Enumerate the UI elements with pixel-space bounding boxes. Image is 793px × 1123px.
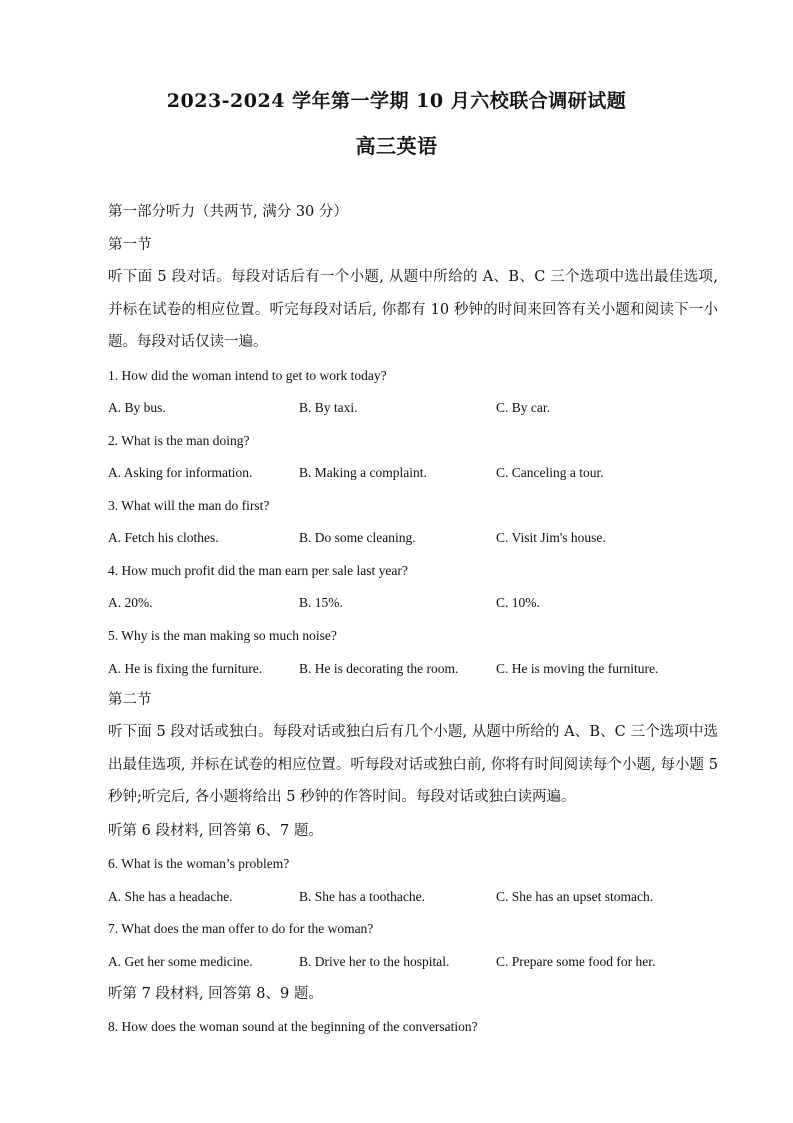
- section1-label: 第一节: [108, 237, 152, 253]
- option-b: B. Drive her to the hospital.: [299, 954, 450, 969]
- question-8: 8. How does the woman sound at the beginning of the conversation?: [108, 1019, 478, 1034]
- question-5-options: [108, 659, 718, 679]
- question-3-options: [108, 528, 718, 548]
- question-5: 5. Why is the man making so much noise?: [108, 628, 337, 643]
- option-c: C. 10%.: [496, 595, 540, 610]
- question-7-options: [108, 952, 718, 972]
- section2-instructions: [78, 716, 718, 814]
- question-7: 7. What does the man offer to do for the woman?: [108, 921, 374, 936]
- option-a: A. She has a headache.: [108, 889, 233, 904]
- option-c: C. Canceling a tour.: [496, 465, 604, 480]
- option-c: C. Visit Jim's house.: [496, 530, 606, 545]
- material-7-note: 听第 7 段材料, 回答第 8、9 题。: [108, 986, 323, 1002]
- section2-label: 第二节: [108, 692, 152, 708]
- option-b: B. Do some cleaning.: [299, 530, 416, 545]
- section1-instructions-text: 听下面 5 段对话。每段对话后有一个小题, 从题中所给的 A、B、C 三个选项中选出最佳选项, 并标在试卷的相应位置。听完每段对话后, 你都有 10 秒钟的时间来回答有关小题和阅读下一小题。每段对话仅读一遍。: [108, 269, 718, 350]
- question-6-options: [108, 887, 718, 907]
- option-b: B. By taxi.: [299, 400, 358, 415]
- question-6: 6. What is the woman’s problem?: [108, 856, 290, 871]
- question-4: 4. How much profit did the man earn per sale last year?: [108, 563, 408, 578]
- option-b: B. Making a complaint.: [299, 465, 427, 480]
- option-c: C. By car.: [496, 400, 550, 415]
- option-a: A. 20%.: [108, 595, 153, 610]
- option-c: C. He is moving the furniture.: [496, 661, 659, 676]
- option-a: A. He is fixing the furniture.: [108, 661, 263, 676]
- option-c: C. Prepare some food for her.: [496, 954, 656, 969]
- option-a: A. By bus.: [108, 400, 166, 415]
- part1-heading: 第一部分听力（共两节, 满分 30 分）: [108, 204, 348, 220]
- exam-subject: 高三英语: [355, 134, 438, 158]
- material-6-note: 听第 6 段材料, 回答第 6、7 题。: [108, 823, 323, 839]
- question-1: 1. How did the woman intend to get to work today?: [108, 368, 387, 383]
- option-a: A. Asking for information.: [108, 465, 253, 480]
- section2-instructions-text: 听下面 5 段对话或独白。每段对话或独白后有几个小题, 从题中所给的 A、B、C 三个选项中选出最佳选项, 并标在试卷的相应位置。听每段对话或独白前, 你将有时间阅读每个小题, 每小题 5 秒钟;听完后, 各小题将给出 5 秒钟的作答时间。每段对话或独白读两遍。: [108, 724, 718, 805]
- question-2-options: [108, 463, 718, 483]
- option-a: A. Fetch his clothes.: [108, 530, 219, 545]
- option-b: B. He is decorating the room.: [299, 661, 459, 676]
- exam-title: 2023-2024 学年第一学期 10 月六校联合调研试题: [166, 90, 627, 112]
- question-3: 3. What will the man do first?: [108, 498, 270, 513]
- section1-instructions: [78, 261, 718, 359]
- question-2: 2. What is the man doing?: [108, 433, 250, 448]
- question-1-options: [108, 398, 718, 418]
- option-b: B. 15%.: [299, 595, 343, 610]
- option-c: C. She has an upset stomach.: [496, 889, 654, 904]
- option-a: A. Get her some medicine.: [108, 954, 253, 969]
- question-4-options: [108, 593, 718, 613]
- option-b: B. She has a toothache.: [299, 889, 425, 904]
